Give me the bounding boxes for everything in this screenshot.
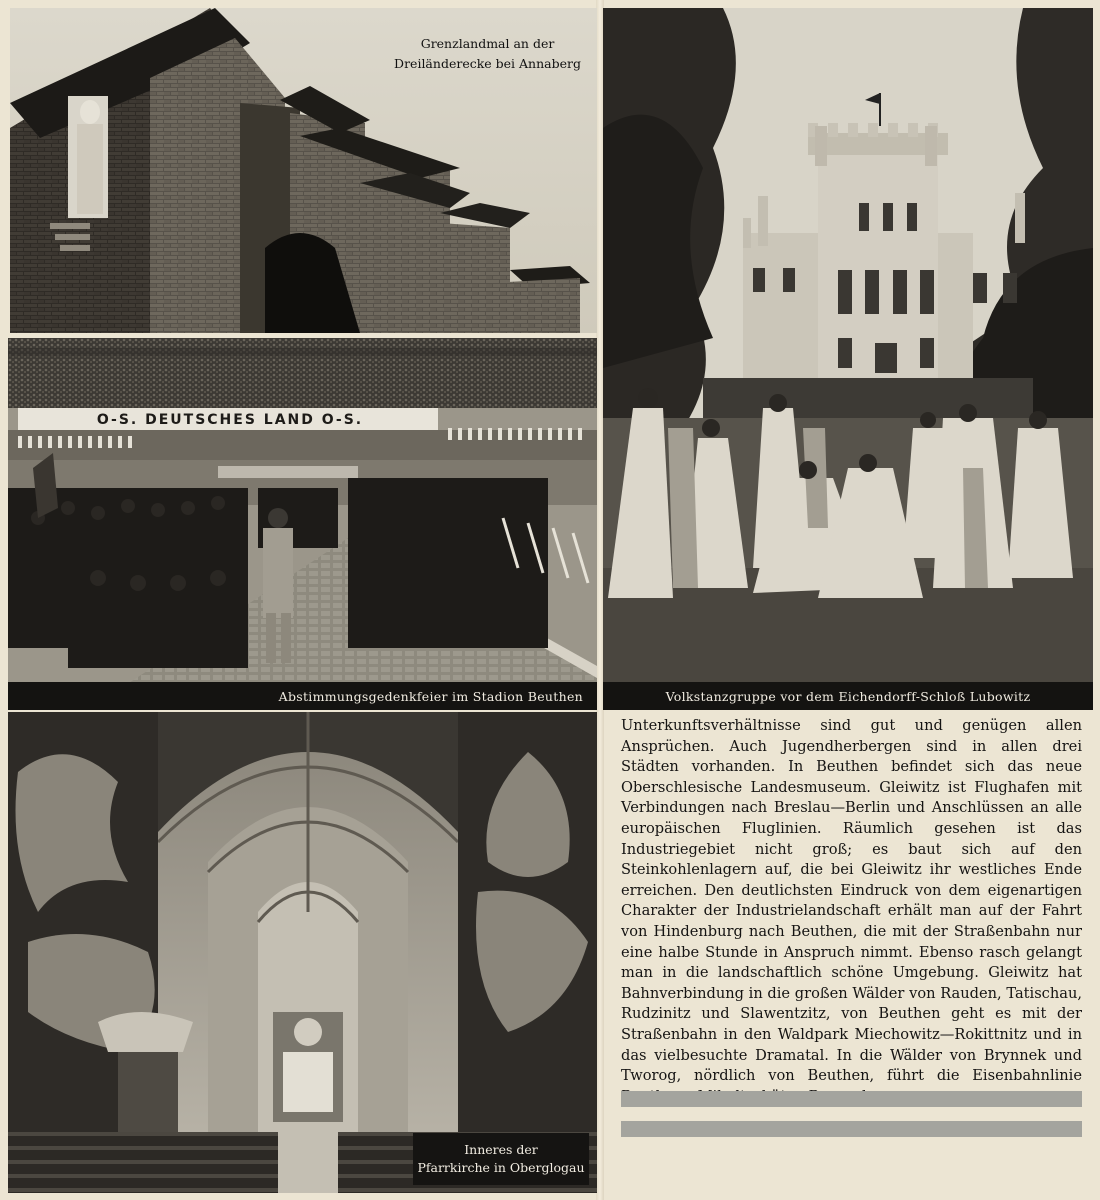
decorative-bar-bottom (621, 1121, 1082, 1137)
church-caption (413, 1133, 589, 1185)
decorative-bar-top (621, 1091, 1082, 1107)
monument-caption (394, 34, 581, 74)
photo-castle (603, 8, 1093, 710)
body-text (621, 716, 1082, 1107)
stadium-caption (8, 682, 597, 710)
photo-monument (10, 8, 597, 333)
castle-image (603, 8, 1093, 710)
photo-church (8, 712, 597, 1193)
monument-caption-line2: Dreiländerecke bei Annaberg (394, 56, 581, 71)
castle-caption-text: Volkstanzgruppe vor dem Eichendorff-Schloß Lubowitz (665, 688, 1031, 704)
stadium-banner: O-S. DEUTSCHES LAND O-S. (96, 412, 364, 428)
church-caption-line2: Pfarrkirche in Oberglogau (417, 1160, 585, 1175)
church-image (8, 712, 597, 1193)
church-caption-line1: Inneres der (464, 1142, 538, 1157)
stadium-image (8, 338, 597, 710)
photo-stadium (8, 338, 597, 710)
body-paragraph: Unterkunftsverhältnisse sind gut und genügen allen Ansprüchen. Auch Jugendherbergen sind in allen drei Städten vorhanden. In Beuthen befindet sich das neue Oberschlesische Landesmuseum. Gleiwitz ist Flughafen mit Verbindungen nach Breslau—Berlin und Anschlüssen an alle europäischen Fluglinien. Räumlich gesehen ist das Industriegebiet nicht groß; es baut sich auf den Steinkohlenlagern auf, die bei Gleiwitz ihr westliches Ende erreichen. Den deutlichsten Eindruck von dem eigenartigen Charakter der Industrielandschaft erhält man auf der Fahrt von Hindenburg nach Beuthen, die mit der Straßenbahn nur eine halbe Stunde in Anspruch nimmt. Ebenso rasch gelangt man in die landschaftlich schöne Umgebung. Gleiwitz hat Bahnverbindung in die großen Wälder von Rauden, Tatischau, Rudzinitz und Slawentzitz, von Beuthen geht es mit der Straßenbahn in den Waldpark Miechowitz—Rokittnitz und in das vielbesuchte Dramatal. In die Wälder von Brynnek und Tworog, nördlich von Beuthen, führt die Eisenbahnlinie (621, 717, 1082, 1085)
castle-caption (603, 682, 1093, 710)
monument-caption-line1: Grenzlandmal an der (420, 36, 555, 51)
stadium-caption-text: Abstimmungsgedenkfeier im Stadion Beuthen (278, 688, 583, 704)
